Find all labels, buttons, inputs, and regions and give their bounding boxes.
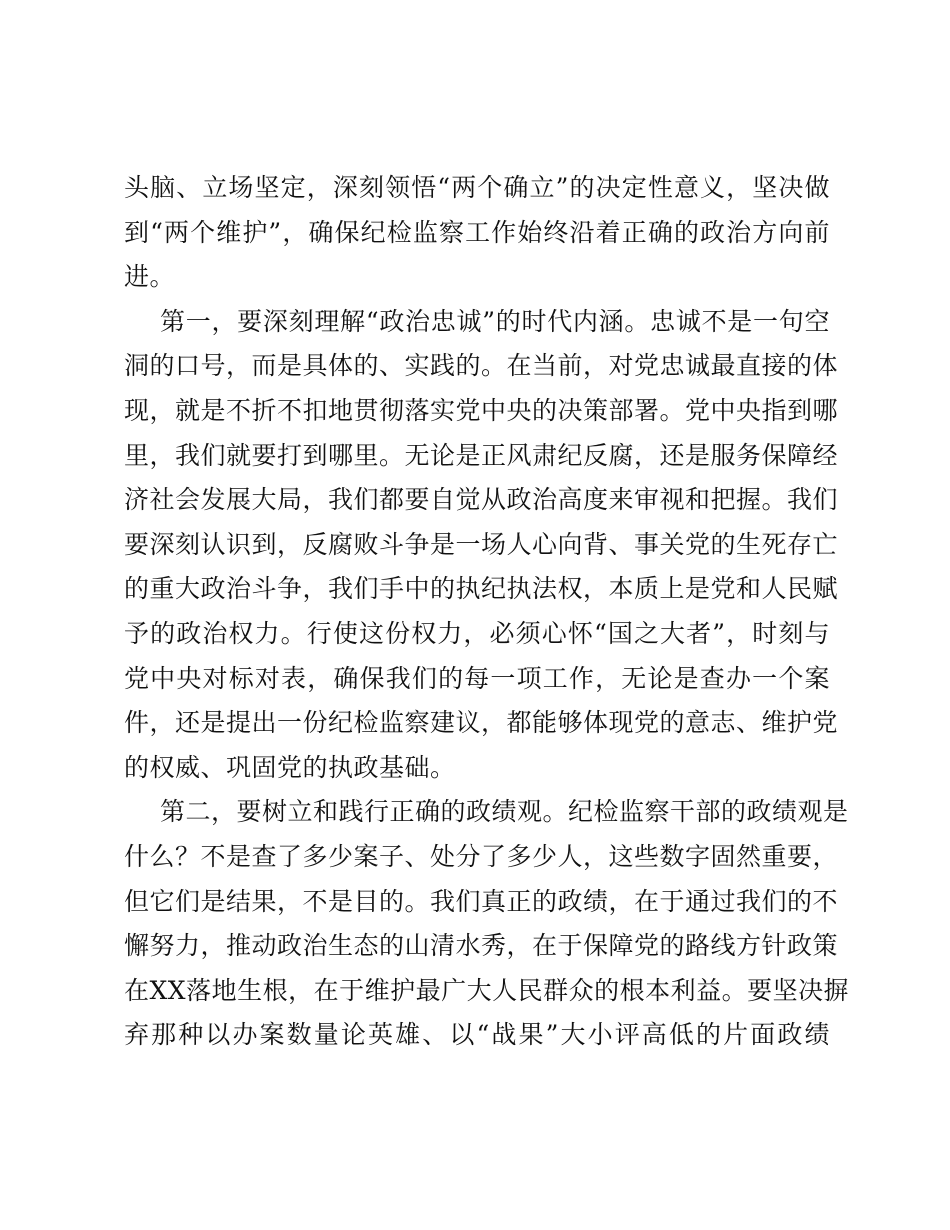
text-line: 懈努力，推动政治生态的山清水秀，在于保障党的路线方针政策 <box>124 931 839 961</box>
text-line: 洞的口号，而是具体的、实践的。在当前，对党忠诚最直接的体 <box>124 351 839 381</box>
text-line: 件，还是提出一份纪检监察建议，都能够体现党的意志、维护党 <box>124 708 839 738</box>
text-line: 现，就是不折不扣地贯彻落实党中央的决策部署。党中央指到哪 <box>124 395 839 425</box>
body-text <box>124 166 850 1058</box>
text-line: 进。 <box>124 262 176 292</box>
paragraph-first-line: 第一，要深刻理解“政治忠诚”的时代内涵。忠诚不是一句空 <box>160 306 830 336</box>
text-line: 里，我们就要打到哪里。无论是正风肃纪反腐，还是服务保障经 <box>124 440 839 470</box>
text-line: 党中央对标对表，确保我们的每一项工作，无论是查办一个案 <box>124 663 830 693</box>
text-line: 予的政治权力。行使这份权力，必须心怀“国之大者”，时刻与 <box>124 618 830 648</box>
text-line: 要深刻认识到，反腐败斗争是一场人心向背、事关党的生死存亡 <box>124 529 839 559</box>
text-line: 什么？不是查了多少案子、处分了多少人，这些数字固然重要， <box>124 841 839 871</box>
text-line: 的重大政治斗争，我们手中的执纪执法权，本质上是党和人民赋 <box>124 574 839 604</box>
text-line: 但它们是结果，不是目的。我们真正的政绩，在于通过我们的不 <box>124 886 839 916</box>
text-line: 到“两个维护”，确保纪检监察工作始终沿着正确的政治方向前 <box>124 217 830 247</box>
text-line: 的权威、巩固党的执政基础。 <box>124 752 456 782</box>
paragraph-first-line: 第二，要树立和践行正确的政绩观。纪检监察干部的政绩观是 <box>160 797 849 827</box>
text-line: 在XX落地生根，在于维护最广大人民群众的根本利益。要坚决摒 <box>124 975 850 1005</box>
text-line: 头脑、立场坚定，深刻领悟“两个确立”的决定性意义，坚决做 <box>124 173 830 202</box>
text-line: 弃那种以办案数量论英雄、以“战果”大小评高低的片面政绩 <box>124 1020 830 1050</box>
text-line: 济社会发展大局，我们都要自觉从政治高度来审视和把握。我们 <box>124 485 839 515</box>
